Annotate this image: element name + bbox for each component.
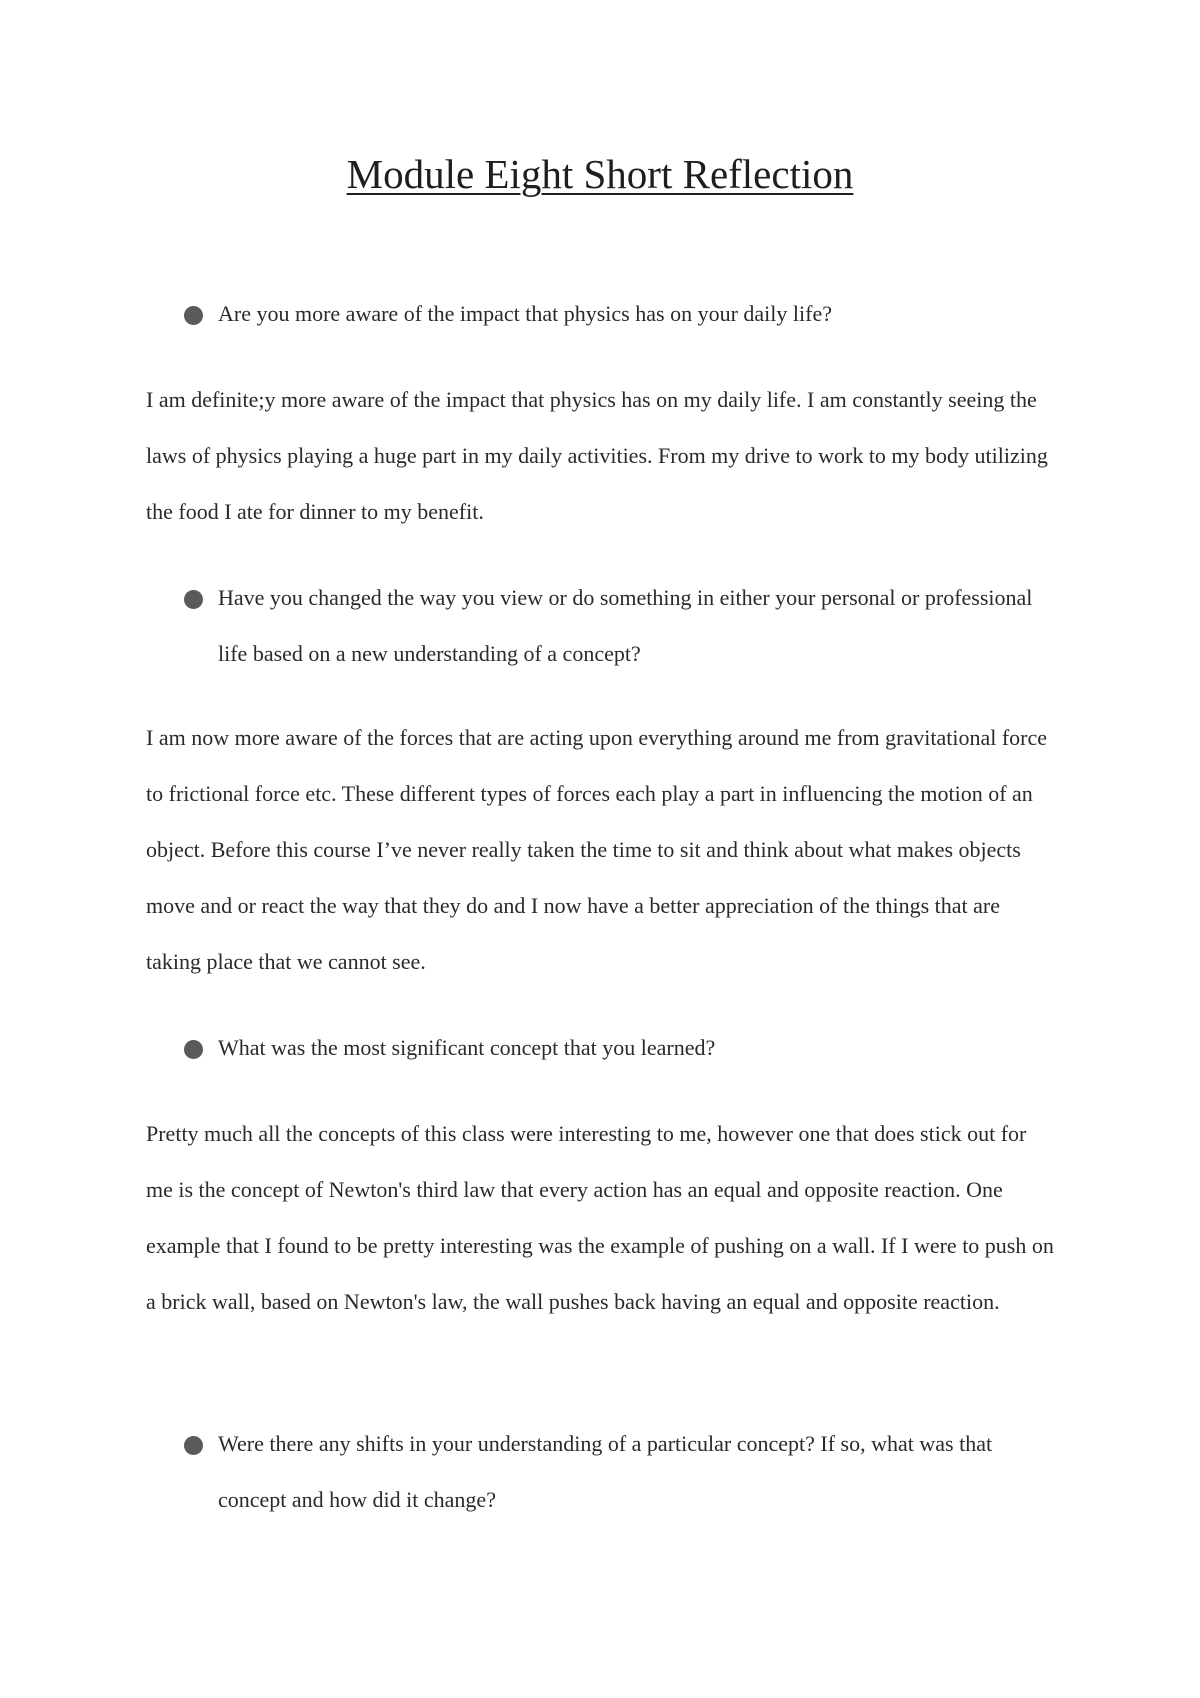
- page-title: Module Eight Short Reflection: [346, 151, 854, 197]
- bullet-dot: [184, 1436, 203, 1455]
- question-3: What was the most significant concept that you learned?: [218, 1035, 716, 1060]
- question-4: Were there any shifts in your understanding of a particular concept? If so, what was that concept and how did it change?: [218, 1431, 993, 1512]
- answer-1: I am definite;y more aware of the impact that physics has on my daily life. I am constantly seeing the laws of physics playing a huge part in my daily activities. From my drive to work to my body utilizing the food I ate for dinner to my benefit.: [146, 387, 1048, 524]
- question-1: Are you more aware of the impact that physics has on your daily life?: [218, 301, 832, 326]
- bullet-dot: [184, 306, 203, 325]
- bullet-dot: [184, 1040, 203, 1059]
- bullet-dot: [184, 590, 203, 609]
- answer-3: Pretty much all the concepts of this class were interesting to me, however one that does stick out for me is the concept of Newton's third law that every action has an equal and opposite reaction. One example that I found to be pretty interesting was the example of pushing on a wall. If I were to push on a brick wall, based on Newton's law, the wall pushes back having an equal and opposite reaction.: [146, 1121, 1054, 1314]
- question-2: Have you changed the way you view or do something in either your personal or professional life based on a new understanding of a concept?: [218, 585, 1033, 666]
- answer-2: I am now more aware of the forces that are acting upon everything around me from gravitational force to frictional force etc. These different types of forces each play a part in influencing the motion of an object. Before this course I’ve never really taken the time to sit and think about what makes objects move and or react the way that they do and I now have a better appreciation of the things that are taking place that we cannot see.: [146, 725, 1048, 974]
